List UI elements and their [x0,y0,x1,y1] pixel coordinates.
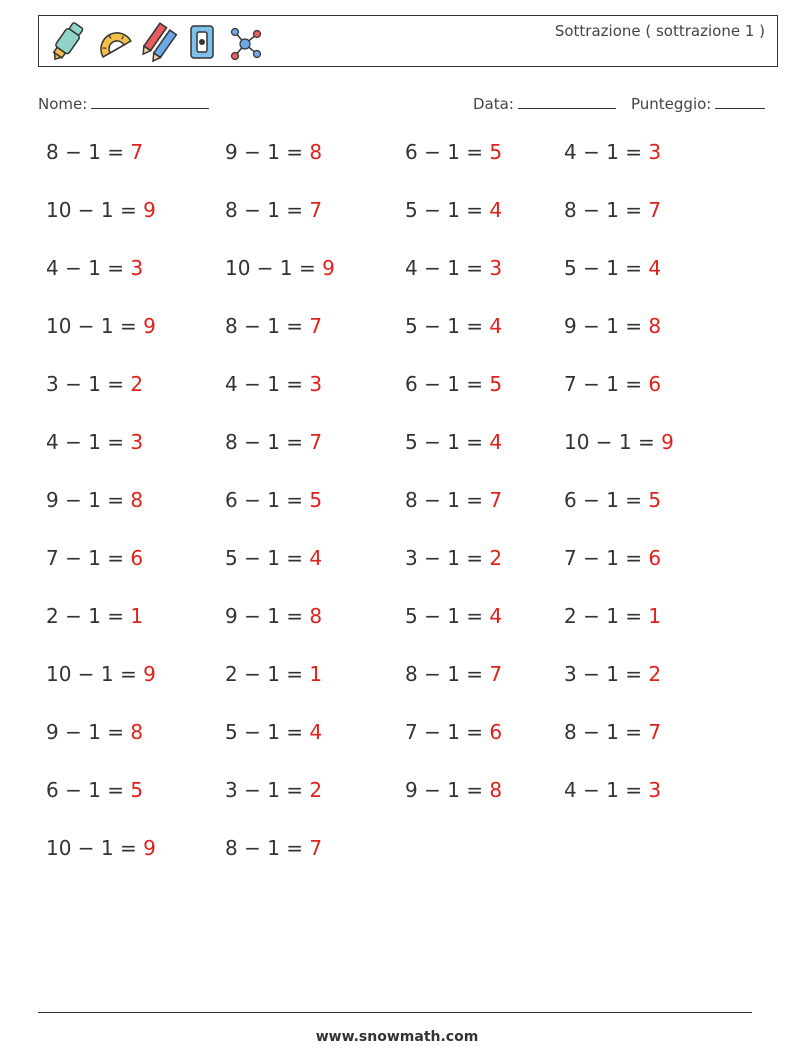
problem-item [225,604,322,628]
problem-item [225,256,335,280]
problem-answer: 9 [661,430,674,454]
problem-expression: 9 − 1 = [225,140,310,164]
problem-answer: 2 [309,778,323,802]
problem-answer: 4 [489,604,503,628]
problem-item [405,604,502,628]
problem-answer: 8 [309,140,323,164]
problem-answer: 3 [130,430,144,454]
problem-expression: 4 − 1 = [46,430,131,454]
problem-item [46,720,143,744]
worksheet-title: Sottrazione ( sottrazione 1 ) [554,22,765,40]
sharpener-icon [185,20,219,64]
problem-answer: 9 [143,198,156,222]
icon-strip [47,19,265,65]
problem-item [405,198,502,222]
problem-item [225,372,322,396]
problem-expression: 8 − 1 = [564,720,649,744]
problem-expression: 6 − 1 = [405,372,490,396]
problem-item [46,140,143,164]
problem-expression: 5 − 1 = [405,314,490,338]
problem-expression: 7 − 1 = [564,372,649,396]
score-field [631,94,765,113]
problem-item [564,372,661,396]
problem-expression: 8 − 1 = [225,198,310,222]
problem-item [46,836,156,860]
problem-answer: 7 [648,198,662,222]
problem-answer: 8 [130,488,144,512]
problem-item [225,546,322,570]
problem-item [225,778,322,802]
problem-item [225,430,322,454]
problem-answer: 2 [130,372,144,396]
problem-expression: 2 − 1 = [564,604,649,628]
problem-item [225,140,322,164]
problem-expression: 10 − 1 = [564,430,662,454]
problem-answer: 7 [648,720,662,744]
problem-item [564,662,661,686]
problem-answer: 6 [130,546,144,570]
problem-answer: 7 [489,662,503,686]
footer-url: www.snowmath.com [315,1029,479,1045]
problem-item [46,778,143,802]
problem-item [46,314,156,338]
problem-expression: 8 − 1 = [225,836,310,860]
problem-item [46,662,156,686]
problem-item [46,430,143,454]
problem-answer: 7 [309,198,323,222]
problem-expression: 3 − 1 = [225,778,310,802]
problem-expression: 8 − 1 = [46,140,131,164]
problem-expression: 3 − 1 = [564,662,649,686]
problem-item [405,430,502,454]
problem-answer: 3 [648,778,662,802]
name-field [38,94,209,113]
problem-expression: 6 − 1 = [564,488,649,512]
problem-answer: 1 [309,662,323,686]
problem-expression: 5 − 1 = [225,546,310,570]
problem-item [405,488,502,512]
problem-item [225,836,322,860]
problem-expression: 2 − 1 = [46,604,131,628]
problem-expression: 8 − 1 = [225,430,310,454]
problem-expression: 10 − 1 = [46,662,144,686]
problem-item [225,314,322,338]
name-blank [91,94,209,109]
worksheet-header [38,15,778,67]
problem-answer: 2 [489,546,503,570]
problem-item [46,372,143,396]
problem-expression: 10 − 1 = [46,836,144,860]
problem-expression: 2 − 1 = [225,662,310,686]
problem-item [564,198,661,222]
problem-item [405,256,502,280]
problem-item [46,256,143,280]
problem-answer: 7 [130,140,144,164]
problem-expression: 10 − 1 = [46,198,144,222]
problem-expression: 3 − 1 = [46,372,131,396]
problem-expression: 8 − 1 = [405,488,490,512]
problem-answer: 4 [489,314,503,338]
problem-item [46,488,143,512]
problem-item [46,604,143,628]
problem-expression: 6 − 1 = [46,778,131,802]
problem-expression: 7 − 1 = [405,720,490,744]
problem-expression: 9 − 1 = [46,488,131,512]
problem-expression: 7 − 1 = [46,546,131,570]
problem-answer: 4 [648,256,662,280]
name-label: Nome: [38,95,88,113]
problem-expression: 7 − 1 = [564,546,649,570]
problem-item [405,314,502,338]
problem-answer: 8 [309,604,323,628]
problem-answer: 1 [130,604,144,628]
pencils-icon [139,20,179,64]
problem-item [405,546,502,570]
problem-answer: 4 [309,720,323,744]
problem-expression: 5 − 1 = [405,604,490,628]
problem-answer: 3 [130,256,144,280]
problem-expression: 9 − 1 = [46,720,131,744]
problem-item [564,778,661,802]
problem-item [225,198,322,222]
problem-expression: 6 − 1 = [225,488,310,512]
problem-answer: 6 [648,546,662,570]
problem-item [225,488,322,512]
problem-item [405,720,502,744]
problem-answer: 8 [489,778,503,802]
problem-item [46,546,143,570]
problem-answer: 5 [309,488,323,512]
problem-expression: 3 − 1 = [405,546,490,570]
problem-answer: 9 [322,256,335,280]
problem-item [564,546,661,570]
problem-answer: 6 [489,720,503,744]
problem-expression: 4 − 1 = [564,140,649,164]
problem-item [564,140,661,164]
problem-item [564,256,661,280]
problem-answer: 3 [309,372,323,396]
problem-answer: 3 [489,256,503,280]
problem-item [564,314,661,338]
protractor-icon [93,20,133,64]
score-label: Punteggio: [631,95,712,113]
problem-item [405,662,502,686]
problem-expression: 8 − 1 = [225,314,310,338]
problem-item [564,604,661,628]
problem-answer: 5 [489,140,503,164]
problem-answer: 7 [309,314,323,338]
problem-answer: 1 [648,604,662,628]
problem-answer: 8 [648,314,662,338]
problem-expression: 4 − 1 = [46,256,131,280]
problem-item [564,488,661,512]
date-field [473,94,616,113]
problem-answer: 4 [309,546,323,570]
problem-item [225,720,322,744]
highlighter-icon [47,20,87,64]
problem-item [405,372,502,396]
problem-item [564,720,661,744]
problem-item [405,140,502,164]
problem-answer: 4 [489,198,503,222]
footer-divider [38,1012,752,1013]
problem-expression: 6 − 1 = [405,140,490,164]
score-blank [715,94,765,109]
problem-answer: 3 [648,140,662,164]
problem-answer: 2 [648,662,662,686]
problem-expression: 10 − 1 = [46,314,144,338]
date-blank [518,94,616,109]
problem-expression: 5 − 1 = [564,256,649,280]
problem-expression: 9 − 1 = [405,778,490,802]
problem-expression: 4 − 1 = [225,372,310,396]
problem-item [225,662,322,686]
problem-answer: 6 [648,372,662,396]
problem-item [405,778,502,802]
problem-expression: 4 − 1 = [564,778,649,802]
problem-expression: 5 − 1 = [405,430,490,454]
problem-expression: 8 − 1 = [564,198,649,222]
problem-answer: 5 [648,488,662,512]
problem-item [46,198,156,222]
problem-expression: 5 − 1 = [405,198,490,222]
problem-answer: 9 [143,662,156,686]
problem-answer: 5 [489,372,503,396]
problem-answer: 5 [130,778,144,802]
date-label: Data: [473,95,514,113]
problem-answer: 4 [489,430,503,454]
problem-answer: 9 [143,314,156,338]
molecule-icon [225,20,265,64]
problem-answer: 9 [143,836,156,860]
problem-item [564,430,674,454]
problem-expression: 10 − 1 = [225,256,323,280]
problem-answer: 8 [130,720,144,744]
problem-answer: 7 [309,430,323,454]
problem-answer: 7 [309,836,323,860]
problem-answer: 7 [489,488,503,512]
problem-expression: 4 − 1 = [405,256,490,280]
problem-expression: 9 − 1 = [225,604,310,628]
problem-expression: 8 − 1 = [405,662,490,686]
problem-expression: 9 − 1 = [564,314,649,338]
problem-expression: 5 − 1 = [225,720,310,744]
